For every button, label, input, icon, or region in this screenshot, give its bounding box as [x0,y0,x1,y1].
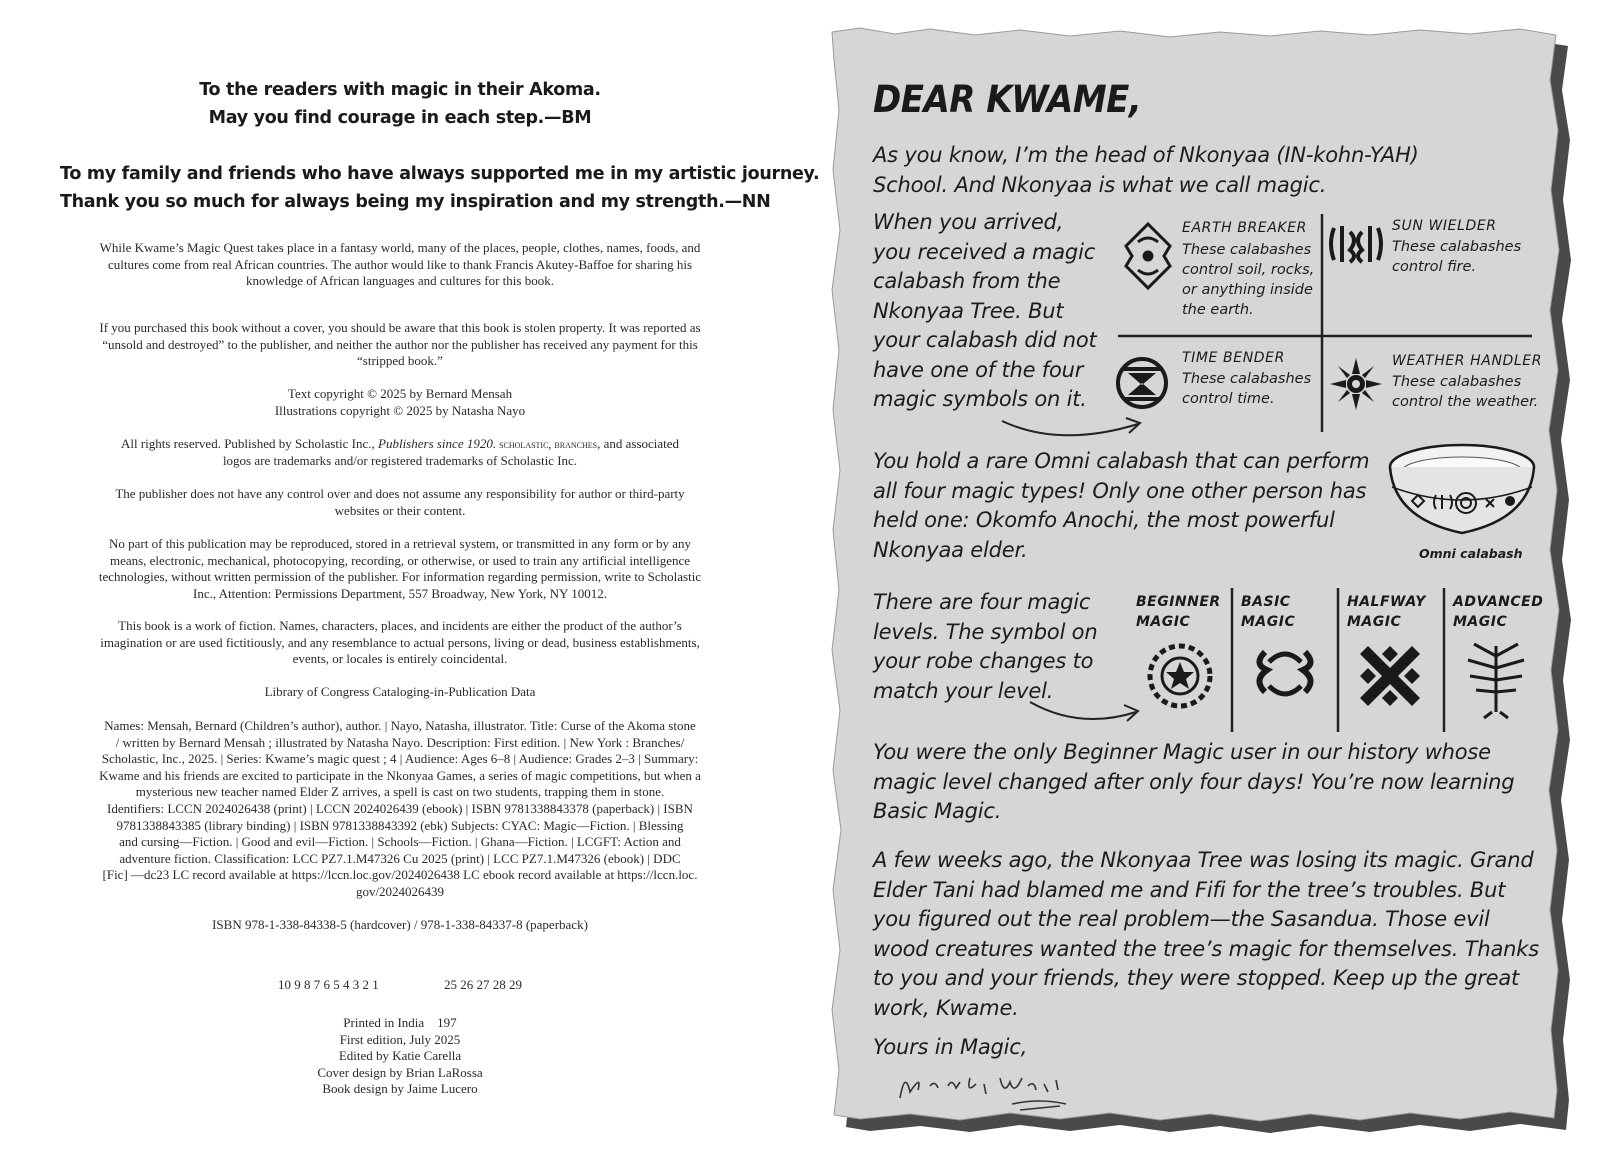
type-name-earth-breaker: EARTH BREAKER [1182,220,1307,236]
text-line: websites or their content. [334,502,466,518]
type-name-sun-wielder: SUN WIELDER [1392,218,1497,234]
text-line: calabash from the [873,269,1061,293]
text-line: magic level changed after only four days! You’re now learning [873,769,1515,794]
text-line: Identifiers: LCCN 2024026438 (print) | LCCN 2024026439 (ebook) | ISBN 9781338843378 (paperback) | ISBN [107,800,693,816]
text-line: Edited by Katie Carella [338,1048,462,1064]
level-line: MAGIC [1136,614,1191,630]
text-line: Nkonyaa elder. [873,537,1028,562]
text-line: These calabashes [1392,374,1522,390]
text-line: When you arrived, [873,210,1064,234]
level-line: MAGIC [1453,614,1508,630]
text-line: technologies, without written permission of the publisher. For information regarding permission, write to Scholastic [98,569,702,585]
text-line: 9781338843385 (library binding) | ISBN 9781338843392 (ebk) Subjects: CYAC: Magic—Fiction. | Blessing [116,817,684,833]
text-line: knowledge of African languages and cultures for this book. [246,273,554,289]
text-fragment: , and associated [597,436,680,451]
text-line: your calabash did not [873,328,1097,352]
text-line: “unsold and destroyed” to the publisher, and neither the author nor the publisher has received any payment for this [102,336,698,352]
text-line: Elder Tani had blamed me and Fifi for the tree’s troubles. But [873,877,1506,902]
type-name-time-bender: TIME BENDER [1182,350,1285,366]
text-line: Scholastic, Inc., 2025. | Series: Kwame’s magic quest ; 4 | Audience: Ages 6–8 | Audience: Grades 2–3 | Summary: [101,751,699,767]
text-line: held one: Okomfo Anochi, the most powerful [873,508,1335,532]
text-line: or anything inside [1182,282,1313,298]
loc-heading: Library of Congress Cataloging-in-Publication Data [264,684,536,699]
text-line: and cursing—Fiction. | Good and evil—Fiction. | Schools—Fiction. | Ghana—Fiction. | LCGFT: Action and [119,834,681,850]
text-line: School. And Nkonyaa is what we call magic. [873,172,1327,197]
text-line: match your level. [873,678,1054,703]
text-line: This book is a work of fiction. Names, characters, places, and incidents are either the product of the author’s [118,618,682,633]
text-line: Nkonyaa Tree. But [873,298,1064,323]
text-line: / written by Bernard Mensah ; illustrated by Natasha Nayo. Description: First edition. | New York : Branches/ [115,734,685,750]
text-line: control fire. [1392,259,1477,275]
text-line: events, or locales is entirely coincidental. [292,651,508,667]
text-line: Cover design by Brian LaRossa [317,1064,483,1080]
text-line: work, Kwame. [873,995,1019,1020]
text-line: magic symbols on it. [873,387,1087,411]
text-line: gov/2024026439 [355,883,445,899]
omni-caption: Omni calabash [1419,546,1523,561]
text-line: There are four magic [873,590,1091,614]
paper-sheet [832,28,1559,1121]
level-line: BASIC [1241,594,1291,610]
text-line: These calabashes [1182,242,1312,258]
text-line: control time. [1182,391,1275,407]
isbn-line: ISBN 978-1-338-84338-5 (hardcover) / 978-1-338-84337-8 (paperback) [212,917,588,932]
text-line: control soil, rocks, [1182,262,1315,278]
text-line: You were the only Beginner Magic user in our history whose [873,740,1491,764]
text-line: No part of this publication may be reproduced, stored in a retrieval system, or transmitted in any form or by any [109,536,691,551]
text-line: The publisher does not have any control over and does not assume any responsibility for author or third-party [115,486,685,501]
text-line: If you purchased this book without a cover, you should be aware that this book is stolen property. It was reported as [99,320,701,335]
text-fragment: Publishers since 1920. [378,436,497,451]
text-line: These calabashes [1392,239,1522,255]
level-line: MAGIC [1347,614,1402,630]
text-line: logos are trademarks and/or registered trademarks of Scholastic Inc. [222,452,578,468]
text-line: the earth. [1182,302,1254,318]
text-line: you figured out the real problem—the Sasandua. Those evil [873,907,1490,931]
print-year-line: 25 26 27 28 29 [444,977,522,992]
text-line: cultures come from real African countries. The author would like to thank Francis Akutey-Baffoe for sharing his [108,256,692,272]
text-line: control the weather. [1392,394,1539,410]
text-line: wood creatures wanted the tree’s magic for themselves. Thanks [873,936,1539,961]
text-line: Text copyright © 2025 by Bernard Mensah [287,386,513,401]
text-line: Book design by Jaime Lucero [322,1081,478,1097]
text-fragment: All rights reserved. Published by Scholastic Inc., [120,436,379,451]
text-line: you received a magic [873,239,1096,264]
text-line: have one of the four [873,357,1084,382]
text-line: First edition, July 2025 [339,1031,461,1047]
text-line: Kwame and his friends are excited to participate in the Nkonyaa Games, a series of magic competitions, but when a [99,767,701,783]
text-line: You hold a rare Omni calabash that can perform [873,449,1370,473]
text-line: means, electronic, mechanical, photocopying, recording, or otherwise, or used to train any artificial intelligence [109,552,691,568]
text-fragment: scholastic, branches [496,437,598,451]
text-line: [Fic] —dc23 LC record available at https://lccn.loc.gov/2024026438 LC ebook record available at https://lccn.loc. [102,867,698,883]
print-number-line: 10 9 8 7 6 5 4 3 2 1 [278,977,379,992]
text-line: imagination or are used fictitiously, and any resemblance to actual persons, living or dead, business establishments, [100,634,700,650]
level-line: ADVANCED [1453,594,1544,610]
text-line: “stripped book.” [357,353,443,369]
dedication-line: To the readers with magic in their Akoma. [199,80,601,100]
text-line: A few weeks ago, the Nkonyaa Tree was losing its magic. Grand [873,848,1534,872]
text-line: Illustrations copyright © 2025 by Natasha Nayo [274,402,526,418]
text-line: mysterious new teacher named Elder Z arrives, a spell is cast on two students, trapping them in stone. [135,784,665,800]
dedication-line: May you find courage in each step.—BM [208,108,592,128]
text-line: While Kwame’s Magic Quest takes place in a fantasy world, many of the places, people, clothes, names, foods, and [99,240,701,255]
text-line: Basic Magic. [873,799,1002,823]
level-line: HALFWAY [1347,594,1426,610]
type-name-weather-handler: WEATHER HANDLER [1392,353,1543,369]
level-line: MAGIC [1241,614,1296,630]
text-line: These calabashes [1182,371,1312,387]
text-line: your robe changes to [873,649,1094,673]
text-line: levels. The symbol on [873,619,1098,644]
text-line: adventure fiction. Classification: LCC PZ7.1.M47326 Cu 2025 (print) | LCC PZ7.1.M47326 (ebook) | DDC [119,850,681,866]
text-line: all four magic types! Only one other person has [873,478,1367,503]
text-line: Inc., Attention: Permissions Department, 557 Broadway, New York, NY 10012. [193,585,607,601]
text-line: Printed in India 197 [343,1015,457,1030]
text-line: Names: Mensah, Bernard (Children’s author), author. | Nayo, Natasha, illustrator. Title: Curse of the Akoma stone [104,718,696,733]
closing: Yours in Magic, [873,1035,1028,1059]
dedication-line: To my family and friends who have always supported me in my artistic journey. [60,164,820,184]
text-line: to you and your friends, they were stopped. Keep up the great [873,966,1520,990]
dedication-line: Thank you so much for always being my inspiration and my strength.—NN [60,192,771,212]
salutation: DEAR KWAME, [873,78,1142,122]
halfway-magic-icon [1360,646,1420,706]
text-line: As you know, I’m the head of Nkonyaa (IN-kohn-YAH) [873,143,1419,167]
level-line: BEGINNER [1136,594,1221,610]
